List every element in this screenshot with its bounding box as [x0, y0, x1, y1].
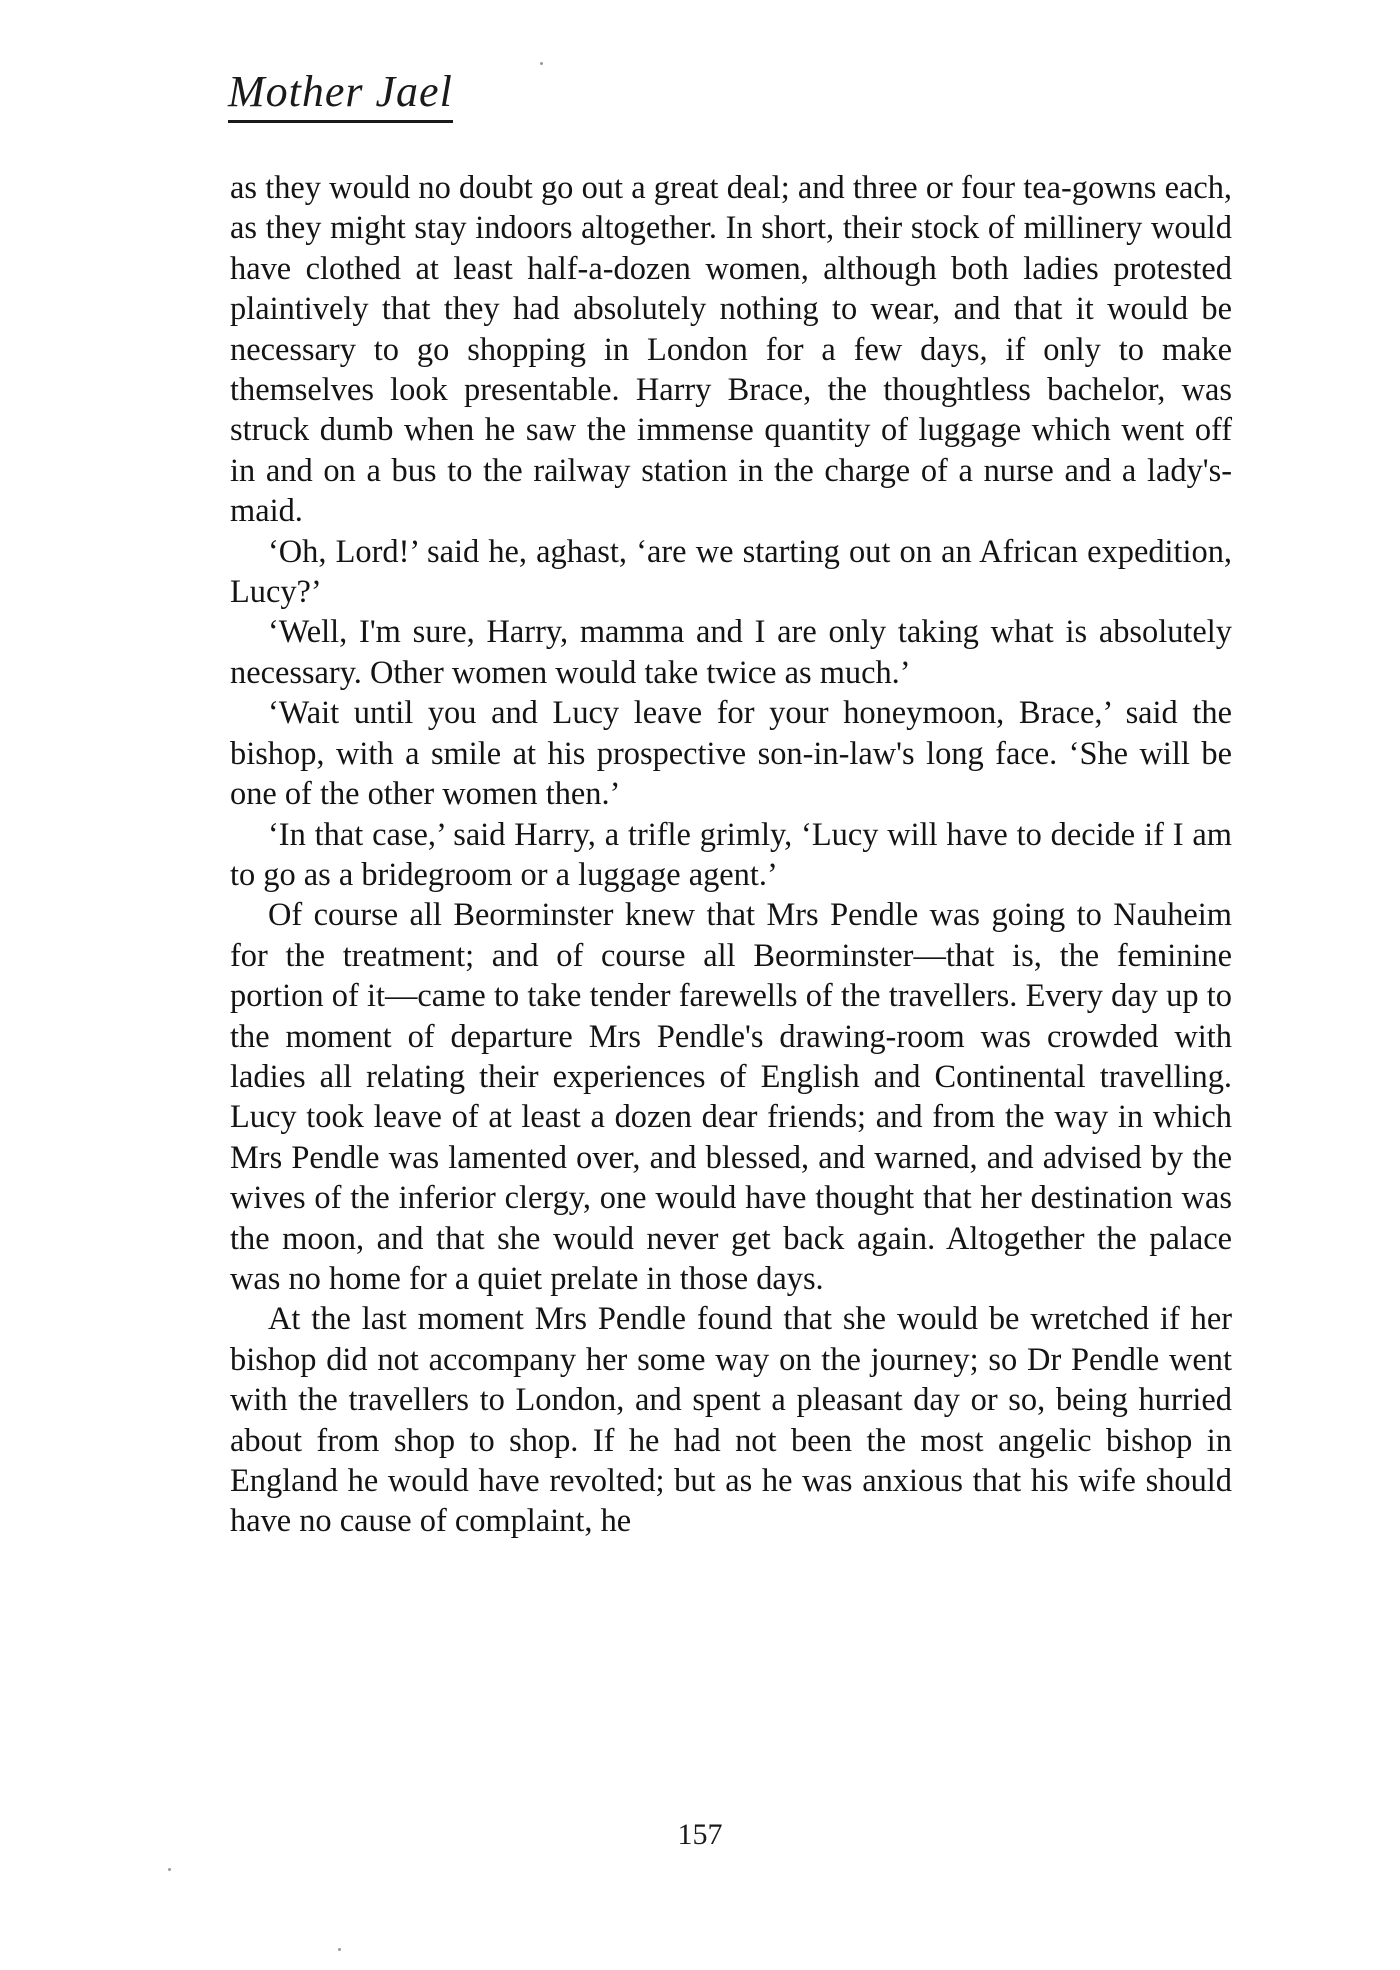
- scan-speck: [540, 62, 543, 65]
- paragraph-1: as they would no doubt go out a great deal; and three or four tea-gowns each, as they might stay indoors altogether. In short, their stock of millinery would have clothed at least half-a-dozen women, although both ladies protested plaintively that they had absolutely nothing to wear, and that it would be necessary to go shopping in London for a few days, if only to make themselves look presentable. Harry Brace, the thoughtless bachelor, was struck dumb when he saw the immense quantity of luggage which went off in and on a bus to the railway station in the charge of a nurse and a lady's-maid.: [230, 170, 1232, 530]
- paragraph-4: ‘Wait until you and Lucy leave for your honeymoon, Brace,’ said the bishop, with a smile at his prospective son-in-law's long face. ‘She will be one of the other women then.’: [230, 695, 1232, 813]
- page-number: 157: [677, 1818, 723, 1851]
- scan-speck: [338, 1948, 341, 1951]
- paragraph-7: At the last moment Mrs Pendle found that she would be wretched if her bishop did not accompany her some way on the journey; so Dr Pendle went with the travellers to London, and spent a pleasant day or so, being hurried about from shop to shop. If he had not been the most angelic bishop in England he would have revolted; but as he was anxious that his wife should have no cause of complaint, he: [230, 1301, 1232, 1540]
- paragraph-3: ‘Well, I'm sure, Harry, mamma and I are only taking what is absolutely necessary. Other women would take twice as much.’: [230, 614, 1232, 691]
- body-text: [230, 168, 1232, 1542]
- paragraph-2: ‘Oh, Lord!’ said he, aghast, ‘are we starting out on an African expedition, Lucy?’: [230, 533, 1232, 611]
- running-head: Mother Jael: [228, 68, 453, 123]
- scan-speck: [168, 1868, 171, 1871]
- paragraph-6: Of course all Beorminster knew that Mrs Pendle was going to Nauheim for the treatment; and of course all Beorminster—that is, the feminine portion of it—came to take tender farewells of the travellers. Every day up to the moment of departure Mrs Pendle's drawing-room was crowded with ladies all relating their experiences of English and Continental travelling. Lucy took leave of at least a dozen dear friends; and from the way in which Mrs Pendle was lamented over, and blessed, and warned, and advised by the wives of the inferior clergy, one would have thought that her destination was the moon, and that she would never get back again. Altogether the palace was no home for a quiet prelate in those days.: [230, 897, 1232, 1297]
- paragraph-5: ‘In that case,’ said Harry, a trifle grimly, ‘Lucy will have to decide if I am to go as a bridegroom or a luggage agent.’: [230, 816, 1232, 893]
